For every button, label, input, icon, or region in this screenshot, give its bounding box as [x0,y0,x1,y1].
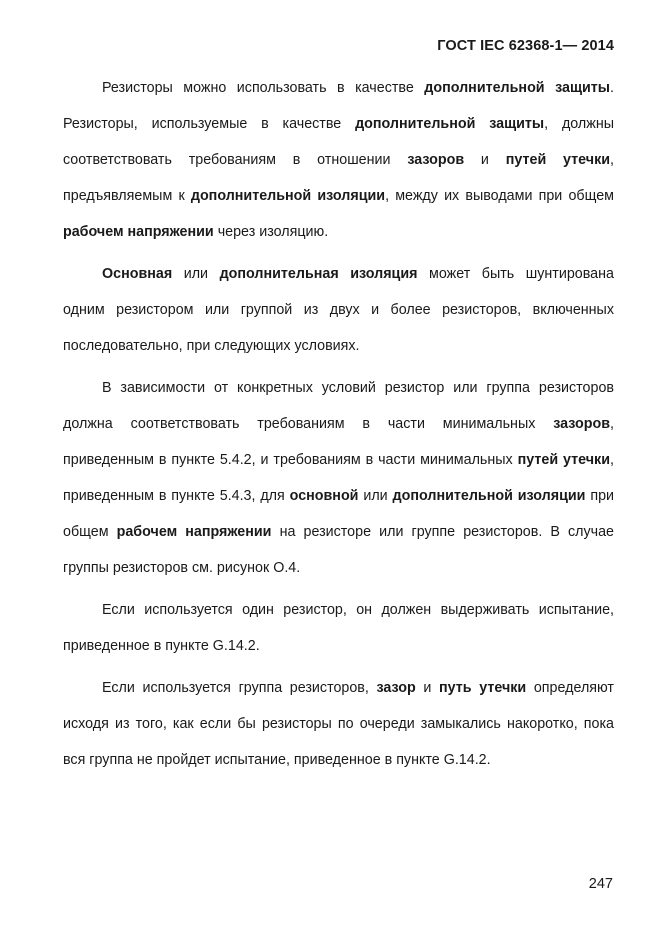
text-run: может быть шунтирована одним резистором или группой из двух и более резисторов, включенных последовательно, при следующих условиях. [63,266,614,354]
bold-term: дополнительной изоляции [190,188,386,204]
bold-term: зазоров [407,152,465,168]
paragraph [63,370,614,586]
text-run: определяют исходя из того, как если бы резисторы по очереди замыкались накоротко, пока вся группа не пройдет испытание, приведенное в пункте G.14.2. [63,680,614,768]
text-run: и [464,152,506,168]
bold-term: путей утечки [505,152,611,168]
text-run: , приведенным в пункте 5.4.3, для [63,452,614,504]
paragraph [63,592,614,664]
page-number: 247 [588,876,613,892]
bold-term: рабочем напряжении [63,224,214,240]
text-run: или [172,266,220,282]
text-run: . Резисторы, используемые в качестве [63,80,614,132]
document-body [63,70,614,778]
bold-term: путей утечки [517,452,610,468]
bold-term: зазор [376,680,416,696]
text-run: на резисторе или группе резисторов. В случае группы резисторов см. рисунок О.4. [63,524,615,576]
bold-term: основной [289,488,359,504]
bold-term: дополнительной защиты [424,80,611,96]
text-run: и [415,680,440,696]
bold-term: путь утечки [439,680,527,696]
text-run: , приведенным в пункте 5.4.2, и требованиям в части минимальных [63,416,614,468]
text-run: или [358,488,393,504]
bold-term: зазоров [553,416,611,432]
document-header: ГОСТ IEC 62368-1— 2014 [437,38,614,54]
text-run: , должны соответствовать требованиям в отношении [63,116,614,168]
text-run: Резисторы можно использовать в качестве [102,80,425,96]
bold-term: Основная [102,266,173,282]
text-run: , между их выводами при общем [385,188,614,204]
bold-term: дополнительной защиты [355,116,545,132]
text-run: через изоляцию. [213,224,329,240]
paragraph [63,70,614,250]
text-run: при общем [63,488,615,540]
paragraph [63,256,614,364]
text-run: , предъявляемым к [63,152,614,204]
bold-term: дополнительная изоляция [219,266,418,282]
paragraph [63,670,614,778]
text-run: Если используется группа резисторов, [102,680,377,696]
text-run: В зависимости от конкретных условий резистор или группа резисторов должна соответствовать требованиям в части минимальных [63,380,614,432]
bold-term: дополнительной изоляции [392,488,586,504]
text-run: Если используется один резистор, он должен выдерживать испытание, приведенное в пункте G.14.2. [63,602,614,654]
bold-term: рабочем напряжении [116,524,272,540]
